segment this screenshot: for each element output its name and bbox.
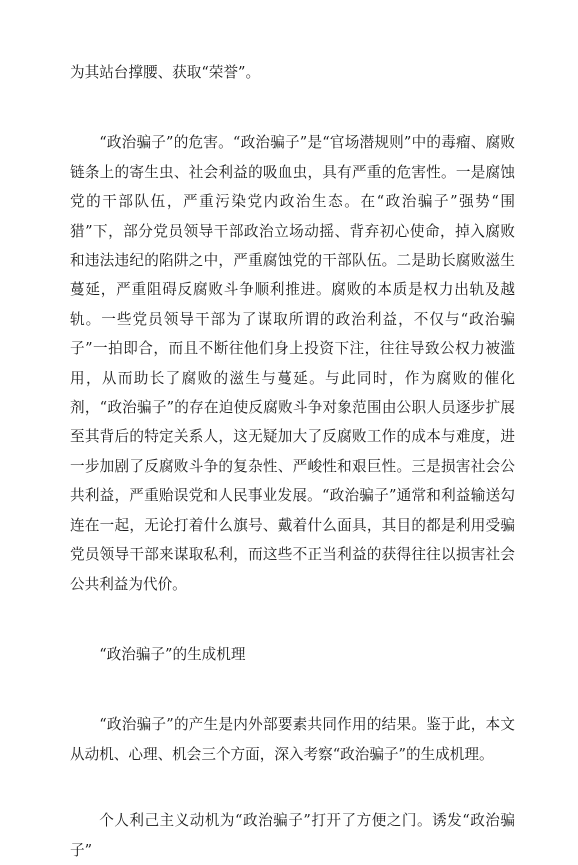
paragraph-continuation: 为其站台撑腰、获取“荣誉”。 (70, 64, 261, 81)
paragraph-motive: 个人利己主义动机为“政治骗子”打开了方便之门。诱发“政治骗子” (70, 812, 515, 859)
paragraph-mechanism-intro: “政治骗子”的产生是内外部要素共同作用的结果。鉴于此，本文从动机、心理、机会三个方面，深入考察“政治骗子”的生成机理。 (70, 716, 515, 763)
paragraph-spacer (70, 87, 515, 128)
paragraph-spacer (70, 599, 515, 640)
section-heading: “政治骗子”的生成机理 (99, 645, 246, 663)
document-page (70, 58, 515, 865)
paragraph-harms: “政治骗子”的危害。“政治骗子”是“官场潜规则”中的毒瘤、腐败链条上的寄生虫、社会利益的吸血虫，具有严重的危害性。一是腐蚀党的干部队伍，严重污染党内政治生态。在“政治骗子”强势“围猎”下，部分党员领导干部政治立场动摇、背弃初心使命，掉入腐败和违法违纪的陷阱之中，严重腐蚀党的干部队伍。二是助长腐败滋生蔓延，严重阻碍反腐败斗争顺利推进。腐败的本质是权力出轨及越轨。一些党员领导干部为了谋取所谓的政治利益，不仅与“政治骗子”一拍即合，而且不断往他们身上投资下注，往往导致公权力被滥用，从而助长了腐败的滋生与蔓延。与此同时，作为腐败的催化剂，“政治骗子”的存在迫使反腐败斗争对象范围由公职人员逐步扩展至其背后的特定关系人，这无疑加大了反腐败工作的成本与难度，进一步加剧了反腐败斗争的复杂性、严峻性和艰巨性。三是损害社会公共利益，严重贻误党和人民事业发展。“政治骗子”通常和利益输送勾连在一起，无论打着什么旗号、戴着什么面具，其目的都是利用受骗党员领导干部来谋取私利，而这些不正当利益的获得往往以损害社会公共利益为代价。 (70, 134, 515, 593)
paragraph-spacer (70, 769, 515, 806)
paragraph-spacer (70, 669, 515, 710)
